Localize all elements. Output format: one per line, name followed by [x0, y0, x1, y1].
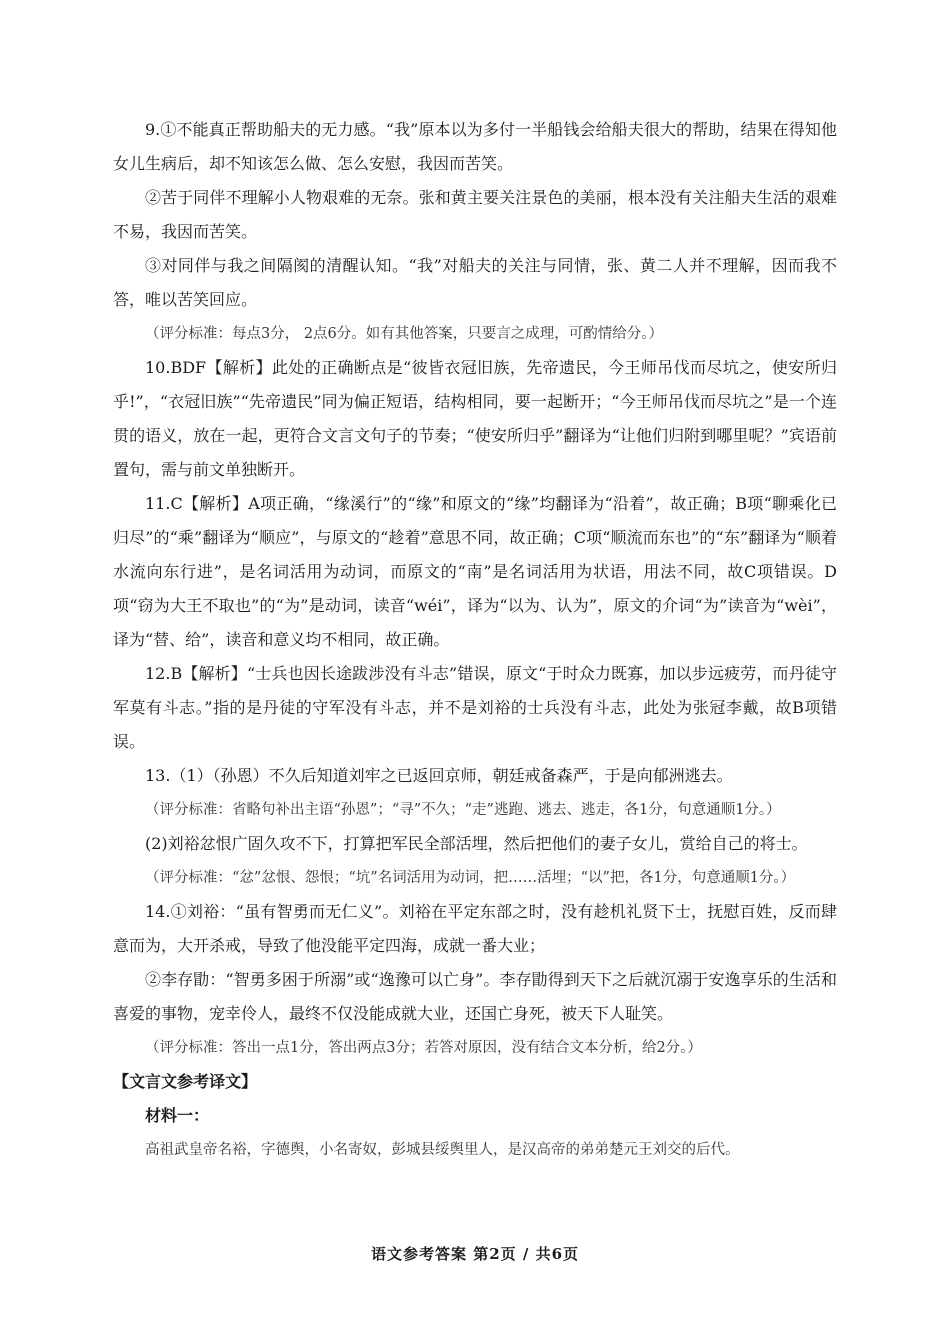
q9-point-3: ③对同伴与我之间隔阂的清醒认知。“我”对船夫的关注与同情，张、黄二人并不理解，因而我不答，唯以苦笑回应。 — [113, 256, 837, 309]
material-one-label: 材料一： — [145, 1106, 210, 1125]
q13-scoring-note-2: （评分标准：“忿”忿恨、怨恨；“坑”名词活用为动词，把……活埋；“以”把，各1分，句意通顺1分。） — [145, 870, 796, 886]
q13-part-2: (2)刘裕忿恨广固久攻不下，打算把军民全部活埋，然后把他们的妻子女儿，赏给自己的将士。 — [145, 834, 808, 853]
q14-point-1: 14.①刘裕：“虽有智勇而无仁义”。刘裕在平定东部之时，没有趁机礼贤下士，抚慰百姓，反而肆意而为，大开杀戒，导致了他没能平定四海，成就一番大业； — [113, 902, 837, 955]
translation-first-line: 高祖武皇帝名裕，字德舆，小名寄奴，彭城县绥舆里人，是汉高帝的弟弟楚元王刘交的后代。 — [145, 1142, 740, 1158]
translation-heading: 【文言文参考译文】 — [113, 1072, 258, 1091]
q13-part-1: 13.（1）（孙恩）不久后知道刘牢之已返回京师，朝廷戒备森严，于是向郁洲逃去。 — [145, 766, 733, 785]
q9-point-1: 9.①不能真正帮助船夫的无力感。“我”原本以为多付一半船钱会给船夫很大的帮助，结果在得知他女儿生病后，却不知该怎么做、怎么安慰，我因而苦笑。 — [113, 120, 837, 173]
q14-scoring-note: （评分标准：答出一点1分，答出两点3分；若答对原因，没有结合文本分析，给2分。） — [145, 1040, 702, 1056]
q13-scoring-note-1: （评分标准：省略句补出主语“孙恩”；“寻”不久；“走”逃跑、逃去、逃走，各1分，句意通顺1分。） — [145, 802, 781, 818]
q9-scoring-note: （评分标准：每点3分， 2点6分。如有其他答案，只要言之成理，可酌情给分。） — [145, 326, 664, 342]
q10-answer: 10.BDF【解析】此处的正确断点是“彼皆衣冠旧族，先帝遗民，今王师吊伐而尽坑之，使安所归乎!”，“衣冠旧族”“先帝遗民”同为偏正短语，结构相同，要一起断开；“今王师吊伐而尽坑之”是一个连贯的语义，放在一起，更符合文言文句子的节奏；“使安所归乎”翻译为“让他们归附到哪里呢？”宾语前置句，需与前文单独断开。 — [113, 358, 837, 479]
answer-body — [113, 113, 837, 1167]
q11-answer: 11.C【解析】A项正确，“缘溪行”的“缘”和原文的“缘”均翻译为“沿着”，故正确；B项“聊乘化已归尽”的“乘”翻译为“顺应”，与原文的“趁着”意思不同，故正确；C项“顺流而东也”的“东”翻译为“顺着水流向东行进”，是名词活用为动词，而原文的“南”是名词活用为状语，用法不同，故C项错误。D项“窃为大王不取也”的“为”是动词，读音“wéi”，译为“以为、认为”，原文的介词“为”读音为“wèi”，译为“替、给”，读音和意义均不相同，故正确。 — [113, 494, 837, 649]
page-footer: 语文参考答案 第2页 / 共6页 — [370, 1245, 580, 1263]
q12-answer: 12.B【解析】“士兵也因长途跋涉没有斗志”错误，原文“于时众力既寡，加以步远疲劳，而丹徒守军莫有斗志。”指的是丹徒的守军没有斗志，并不是刘裕的士兵没有斗志，此处为张冠李戴，故B项错误。 — [113, 664, 837, 751]
q9-point-2: ②苦于同伴不理解小人物艰难的无奈。张和黄主要关注景色的美丽，根本没有关注船夫生活的艰难不易，我因而苦笑。 — [113, 188, 837, 241]
q14-point-2: ②李存勖：“智勇多困于所溺”或“逸豫可以亡身”。李存勖得到天下之后就沉溺于安逸享乐的生活和喜爱的事物，宠幸伶人，最终不仅没能成就大业，还国亡身死，被天下人耻笑。 — [113, 970, 837, 1023]
